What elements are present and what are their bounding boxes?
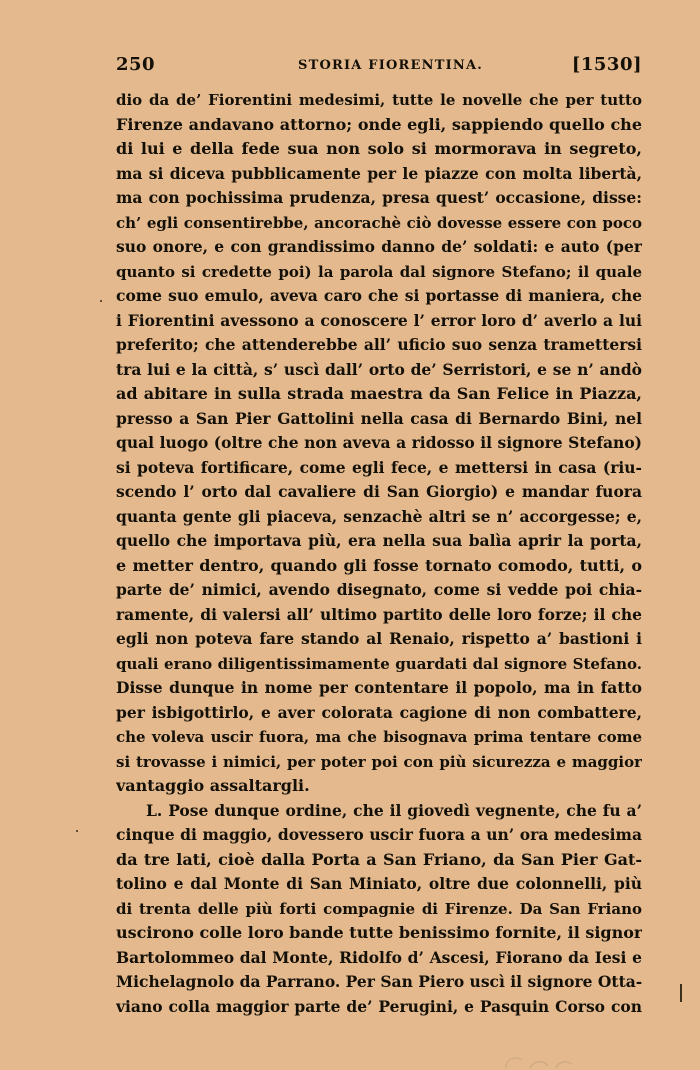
text-line: si trovasse i nimici, per poter poi con più sicurezza e maggior (116, 752, 642, 771)
text-line: viano colla maggior parte de’ Perugini, e Pasquin Corso con (116, 996, 642, 1016)
text-line: scendo l’ orto dal cavaliere di San Giorgio) e mandar fuora (116, 482, 642, 501)
text-line: Bartolommeo dal Monte, Ridolfo d’ Ascesi, Fiorano da Iesi e (116, 947, 642, 967)
paragraph-start-line: L. Pose dunque ordine, che il giovedì vegnente, che fu a’ (146, 800, 642, 820)
text-line: ma si diceva pubblicamente per le piazze con molta libertà, (116, 163, 642, 183)
text-line: cinque di maggio, dovessero uscir fuora a un’ ora medesima (116, 825, 642, 844)
text-line: quello che importava più, era nella sua balìa aprir la porta, (116, 531, 642, 550)
text-line: uscirono colle loro bande tutte benissimo fornite, il signor (116, 923, 642, 942)
text-line: come suo emulo, aveva caro che si portasse di maniera, che (116, 286, 642, 305)
text-line: ad abitare in sulla strada maestra da San Felice in Piazza, (116, 384, 642, 403)
text-line: per isbigottirlo, e aver colorata cagione di non combattere, (116, 702, 642, 722)
text-line: egli non poteva fare stando al Renaio, rispetto a’ bastioni i (116, 629, 642, 648)
text-line: qual luogo (oltre che non aveva a ridosso il signore Stefano) (116, 433, 642, 452)
margin-speck (76, 830, 78, 832)
text-line: ma con pochissima prudenza, presa quest’ occasione, disse: (116, 188, 642, 207)
text-line: da tre lati, cioè dalla Porta a San Friano, da San Pier Gat- (116, 849, 642, 869)
text-line: preferito; che attenderebbe all’ uficio suo senza tramettersi (116, 335, 642, 354)
year-marker: [1530] (571, 54, 642, 75)
text-line: tolino e dal Monte di San Miniato, oltre due colonnelli, più (116, 874, 642, 893)
text-line: parte de’ nimici, avendo disegnato, come si vedde poi chia- (116, 580, 642, 599)
text-line: di trenta delle più forti compagnie di Firenze. Da San Friano (116, 899, 642, 918)
text-line: suo onore, e con grandissimo danno de’ soldati: e auto (per (116, 237, 642, 256)
text-line: vantaggio assaltargli. (116, 776, 310, 795)
text-line: quanto si credette poi) la parola dal signore Stefano; il quale (116, 262, 642, 281)
text-line: di lui e della fede sua non solo si mormorava in segreto, (116, 139, 642, 158)
text-line: dio da de’ Fiorentini medesimi, tutte le novelle che per tutto (116, 91, 642, 109)
margin-speck (100, 300, 102, 302)
text-line: ramente, di valersi all’ ultimo partito delle loro forze; il che (116, 604, 642, 624)
margin-rule (680, 984, 682, 1002)
text-line: che voleva uscir fuora, ma che bisognava prima tentare come (116, 728, 642, 746)
page-number: 250 (116, 54, 156, 75)
running-header (116, 54, 642, 82)
text-line: Michelagnolo da Parrano. Per San Piero uscì il signore Otta- (116, 972, 642, 991)
text-line: presso a San Pier Gattolini nella casa di Bernardo Bini, nel (116, 408, 642, 428)
text-line: quanta gente gli piaceva, senzachè altri se n’ accorgesse; e, (116, 506, 642, 526)
text-line: ch’ egli consentirebbe, ancorachè ciò dovesse essere con poco (116, 213, 642, 232)
text-line: i Fiorentini avessono a conoscere l’ error loro d’ averlo a lui (116, 310, 642, 330)
text-line: quali erano diligentissimamente guardati dal signore Stefano. (116, 654, 642, 673)
text-line: e metter dentro, quando gli fosse tornato comodo, tutti, o (116, 555, 642, 575)
text-line: Disse dunque in nome per contentare il popolo, ma in fatto (116, 678, 642, 697)
running-title: STORIA FIORENTINA. (298, 58, 483, 73)
watermark-logo (500, 1050, 580, 1070)
text-line: Firenze andavano attorno; onde egli, sappiendo quello che (116, 114, 642, 134)
text-line: si poteva fortificare, come egli fece, e mettersi in casa (riu- (116, 457, 642, 477)
text-line: tra lui e la città, s’ uscì dall’ orto de’ Serristori, e se n’ andò (116, 359, 642, 379)
body-text (116, 88, 642, 1019)
